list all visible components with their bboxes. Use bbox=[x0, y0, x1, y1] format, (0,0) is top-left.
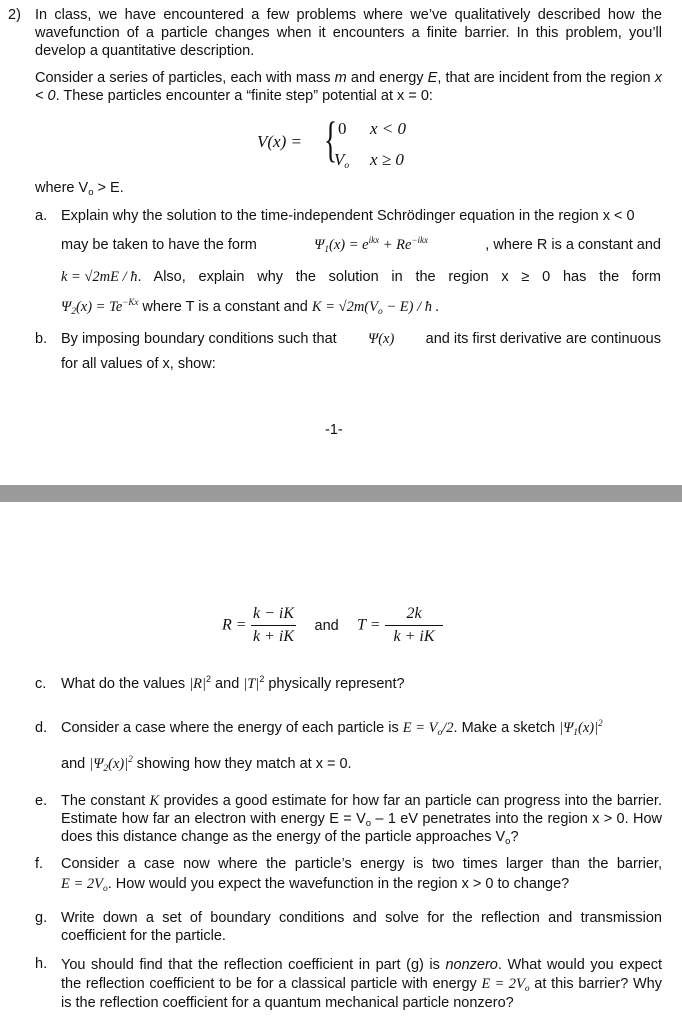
part-b-label: b. bbox=[35, 331, 48, 347]
k-definition: k = √2mE / ħ bbox=[61, 269, 138, 285]
part-f-label: f. bbox=[35, 856, 44, 872]
part-g-label: g. bbox=[35, 910, 48, 926]
K-definition: $K = √2m(V_o - E)$ / ħ . bbox=[311, 299, 440, 317]
potential-case2-value: Vo bbox=[334, 150, 350, 171]
potential-case2-cond: x ≥ 0 bbox=[370, 150, 404, 169]
potential-case1-value: 0 bbox=[338, 119, 347, 138]
part-h-text: You should find that the reflection coefficient in part (g) is nonzero. What would you expect the reflection coefficient to be for a classical particle with energy $E = 2V_o$ at this barrier? Why is the reflection coefficient for a quantum mechanical particle nonzero? bbox=[61, 957, 662, 1012]
where-clause: where $V_o > E$. bbox=[35, 180, 124, 198]
part-a-text: Explain why the solution to the time-independent Schrödinger equation in the region x < 0 may be taken to have the form $\Psi_1(x) = e^{ikx} + Re^{-ikx}$ , where R is a constant and k = √2mE / ħ . Also, explain why the solution in the region x ≥ 0 has the form $\Psi_2(x) = Te^{-Kx}$ where T is a constant and $K = √2m(V_o - E)$ / ħ . bbox=[61, 208, 661, 317]
part-e-label: e. bbox=[35, 793, 48, 809]
part-b-text: By imposing boundary conditions such that Ψ(x) and its first derivative are continuous for all values of x, show: bbox=[61, 331, 661, 372]
page-separator bbox=[0, 485, 682, 502]
piecewise-brace: { bbox=[324, 111, 338, 167]
part-g-text: Write down a set of boundary conditions and solve for the reflection and transmission coefficient for the particle. bbox=[61, 910, 662, 944]
part-h-label: h. bbox=[35, 956, 48, 972]
problem-setup: Consider a series of particles, each with mass m and energy E, that are incident from the region x < 0. These particles encounter a “finite step” potential at x = 0: bbox=[35, 70, 662, 104]
R-T-result: R = $\frac{k - iK}{k + iK}$ and T = $\frac{2k}{k + iK}$ bbox=[222, 604, 443, 647]
page-number: -1- bbox=[325, 422, 343, 438]
problem-number: 2) bbox=[8, 7, 21, 23]
part-c-label: c. bbox=[35, 676, 47, 692]
part-d-label: d. bbox=[35, 720, 48, 736]
part-d-text: Consider a case where the energy of each particle is $E = V_o/2$. Make a sketch $|\Psi_1(x)|^2$ and $|\Psi_2(x)|^2$ showing how they match at x = 0. bbox=[61, 718, 603, 774]
potential-lhs: V(x) = bbox=[257, 132, 302, 151]
part-c-text: What do the values $|R|^2$ and $|T|^2$ physically represent? bbox=[61, 674, 405, 692]
potential-case1-cond: x < 0 bbox=[370, 119, 407, 138]
problem-intro: In class, we have encountered a few problems where we’ve qualitatively described how the wavefunction of a particle changes when it encounters a finite barrier. In this problem, you’ll develop a quantitative description. bbox=[35, 7, 662, 59]
part-a-label: a. bbox=[35, 208, 48, 224]
part-e-text: The constant K provides a good estimate for how far an particle can progress into the barrier. Estimate how far an electron with energy $E = V_o - 1$ eV penetrates into the region x > 0. How does this distance change as the energy of the particle approaches $V_o$? bbox=[61, 793, 662, 847]
part-f-text: Consider a case now where the particle’s energy is two times larger than the barrier, $E = 2V_o$. How would you expect the wavefunction in the region x > 0 to change? bbox=[61, 856, 662, 894]
